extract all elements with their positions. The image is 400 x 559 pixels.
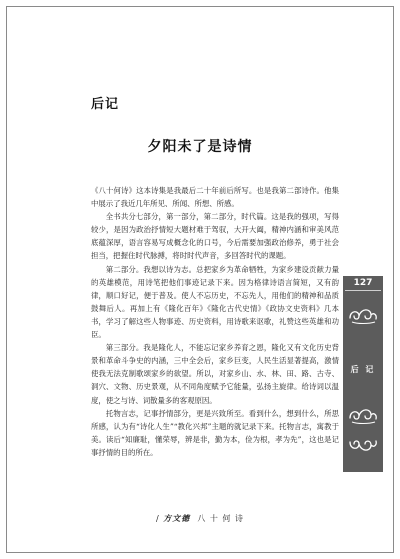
cloud-ornament-icon <box>347 304 379 326</box>
tab-divider <box>345 290 381 291</box>
footer-book-title: 八 十 何 诗 <box>197 514 244 523</box>
chapter-label: 后 记 <box>350 365 376 374</box>
footer-author: 方文德 <box>163 513 191 523</box>
paragraph-intro: 《八十何诗》这本诗集是我最后二十年前后所写。也是我第二部诗作。他集中展示了我近几年所见、所闻、所想、所感。 <box>91 186 339 209</box>
cloud-ornament-icon <box>347 434 379 456</box>
running-footer <box>0 513 400 524</box>
paragraph-closing: 托物言志，记事抒情部分，更是兴致所至。看到什么，想到什么，所思所感，认为有“诗化人生”“教化兴邦”主题的就记录下来。托物言志，寓教于美。读后“知廉耻，懂荣辱，辨是非，勤为本，俭为根，孝为先”，这也是记事抒情的目的所在。 <box>91 408 339 457</box>
section-heading: 后记 <box>91 97 120 112</box>
paragraph-part-two: 第二部分。我想以诗为志。总把家乡为革命牺牲，为家乡建设贡献力量的英雄模范，用诗笔把他们事迹记录下来。因为格律诗语言简短，又有韵律，顺口好记，便于普及。使人不忘历史，不忘先人，用他们的精神和品质鼓舞后人。再加上有《隆化百年》《隆化古代史情》《政协文史资料》几本书，学习了解这些人物事迹、历史资料，用诗歌来讴歌，礼赞这些英雄和功臣。 <box>91 264 339 340</box>
chapter-side-tab <box>343 276 383 472</box>
paragraph-part-three: 第三部分。我是隆化人，不能忘记家乡养育之恩，隆化又有文化历史背景和革命斗争史的内涵，三中全会后，家乡巨变，人民生活显著提高，激情使我无法克制歌颂家乡的欲望。所以，对家乡山、水、林、田、路、古寺、洞穴、文物、历史景观，从不同角度赋予它能量，弘扬主旋律。给诗词以温度，使之与诗、词散量多的客观原因。 <box>91 343 339 405</box>
paragraph-part-one: 全书共分七部分，第一部分，第二部分，时代篇。这是我的强项，写得较少，是因为政治抒情短大题材难于驾驭，大开大阖，精神内涵和审美风范底蕴深厚，语言容易写成概念化的口号，今后需要加强政治修养，勇于社会担当，把握住时代脉搏，将时时代声音，多回答时代的课题。 <box>91 212 339 261</box>
cloud-ornament-icon <box>347 404 379 426</box>
page-title: 夕阳未了是诗情 <box>147 139 253 155</box>
page-number: 127 <box>353 278 373 288</box>
footer-slash: / <box>156 514 164 523</box>
body-text <box>91 184 339 459</box>
